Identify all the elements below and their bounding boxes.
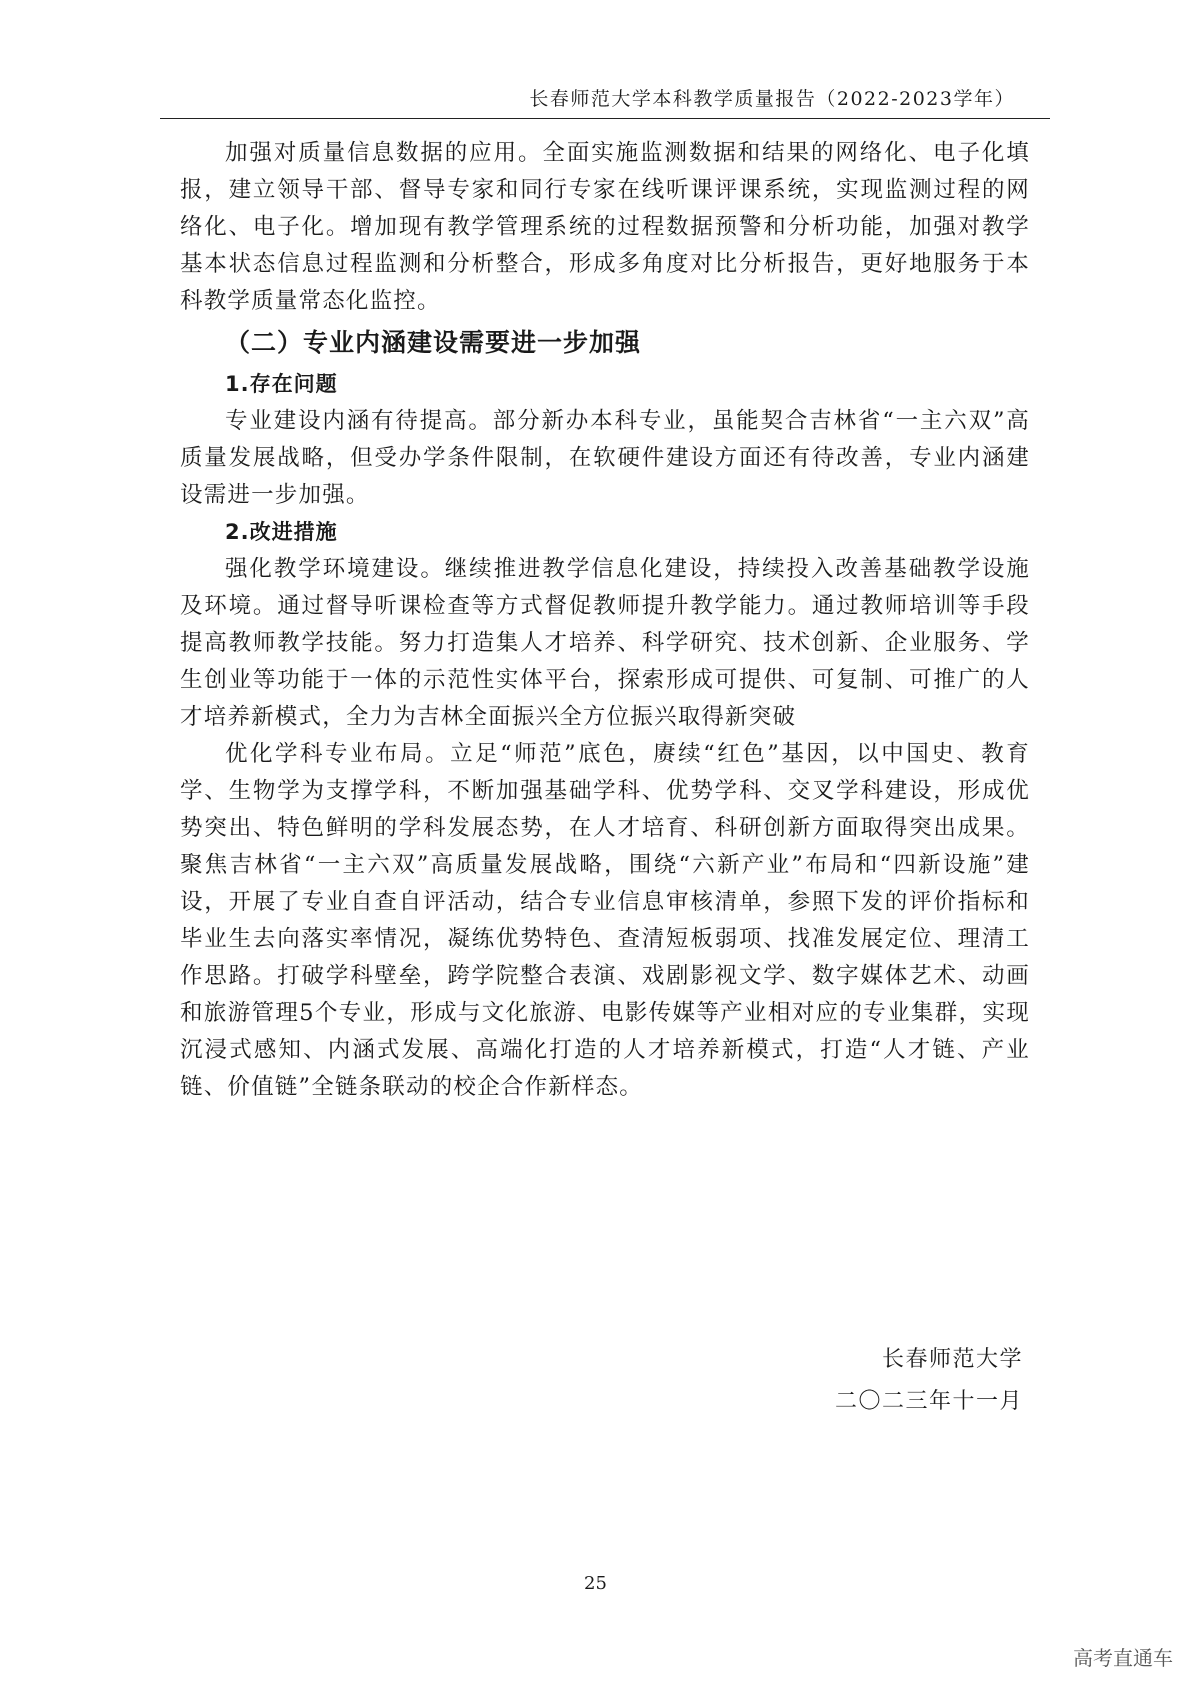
paragraph-measure-2: 优化学科专业布局。立足“师范”底色，赓续“红色”基因，以中国史、教育学、生物学为支撑学科，不断加强基础学科、优势学科、交叉学科建设，形成优势突出、特色鲜明的学科发展态势，在人才培育、科研创新方面取得突出成果。聚焦吉林省“一主六双”高质量发展战略，围绕“六新产业”布局和“四新设施”建设，开展了专业自查自评活动，结合专业信息审核清单，参照下发的评价指标和毕业生去向落实率情况，凝练优势特色、查清短板弱项、找准发展定位、理清工作思路。打破学科壁垒，跨学院整合表演、戏剧影视文学、数字媒体艺术、动画和旅游管理5个专业，形成与文化旅游、电影传媒等产业相对应的专业集群，实现沉浸式感知、内涵式发展、高端化打造的人才培养新模式，打造“人才链、产业链、价值链”全链条联动的校企合作新样态。: [180, 741, 1030, 1100]
signature-institution: 长春师范大学: [881, 1347, 1023, 1372]
page-number: 25: [584, 1573, 607, 1594]
sub-heading-problem: 1.存在问题: [225, 372, 338, 396]
signature-date: 二〇二三年十一月: [834, 1389, 1023, 1414]
section-heading: （二）专业内涵建设需要进一步加强: [225, 328, 642, 357]
paragraph-measure-1: 强化教学环境建设。继续推进教学信息化建设，持续投入改善基础教学设施及环境。通过督导听课检查等方式督促教师提升教学能力。通过教师培训等手段提高教师教学技能。努力打造集人才培养、科学研究、技术创新、企业服务、学生创业等功能于一体的示范性实体平台，探索形成可提供、可复制、可推广的人才培养新模式，全力为吉林全面振兴全方位振兴取得新突破: [180, 556, 1030, 730]
paragraph-intro: 加强对质量信息数据的应用。全面实施监测数据和结果的网络化、电子化填报，建立领导干部、督导专家和同行专家在线听课评课系统，实现监测过程的网络化、电子化。增加现有教学管理系统的过程数据预警和分析功能，加强对教学基本状态信息过程监测和分析整合，形成多角度对比分析报告，更好地服务于本科教学质量常态化监控。: [180, 140, 1030, 314]
document-body: [180, 135, 1030, 1106]
page-header-title: 长春师范大学本科教学质量报告（2022-2023学年）: [529, 88, 1015, 110]
header-divider: [160, 118, 1050, 119]
paragraph-problem: 专业建设内涵有待提高。部分新办本科专业，虽能契合吉林省“一主六双”高质量发展战略，但受办学条件限制，在软硬件建设方面还有待改善，专业内涵建设需进一步加强。: [180, 408, 1030, 508]
sub-heading-measures: 2.改进措施: [225, 520, 338, 544]
watermark-text: 高考直通车: [1073, 1646, 1173, 1670]
